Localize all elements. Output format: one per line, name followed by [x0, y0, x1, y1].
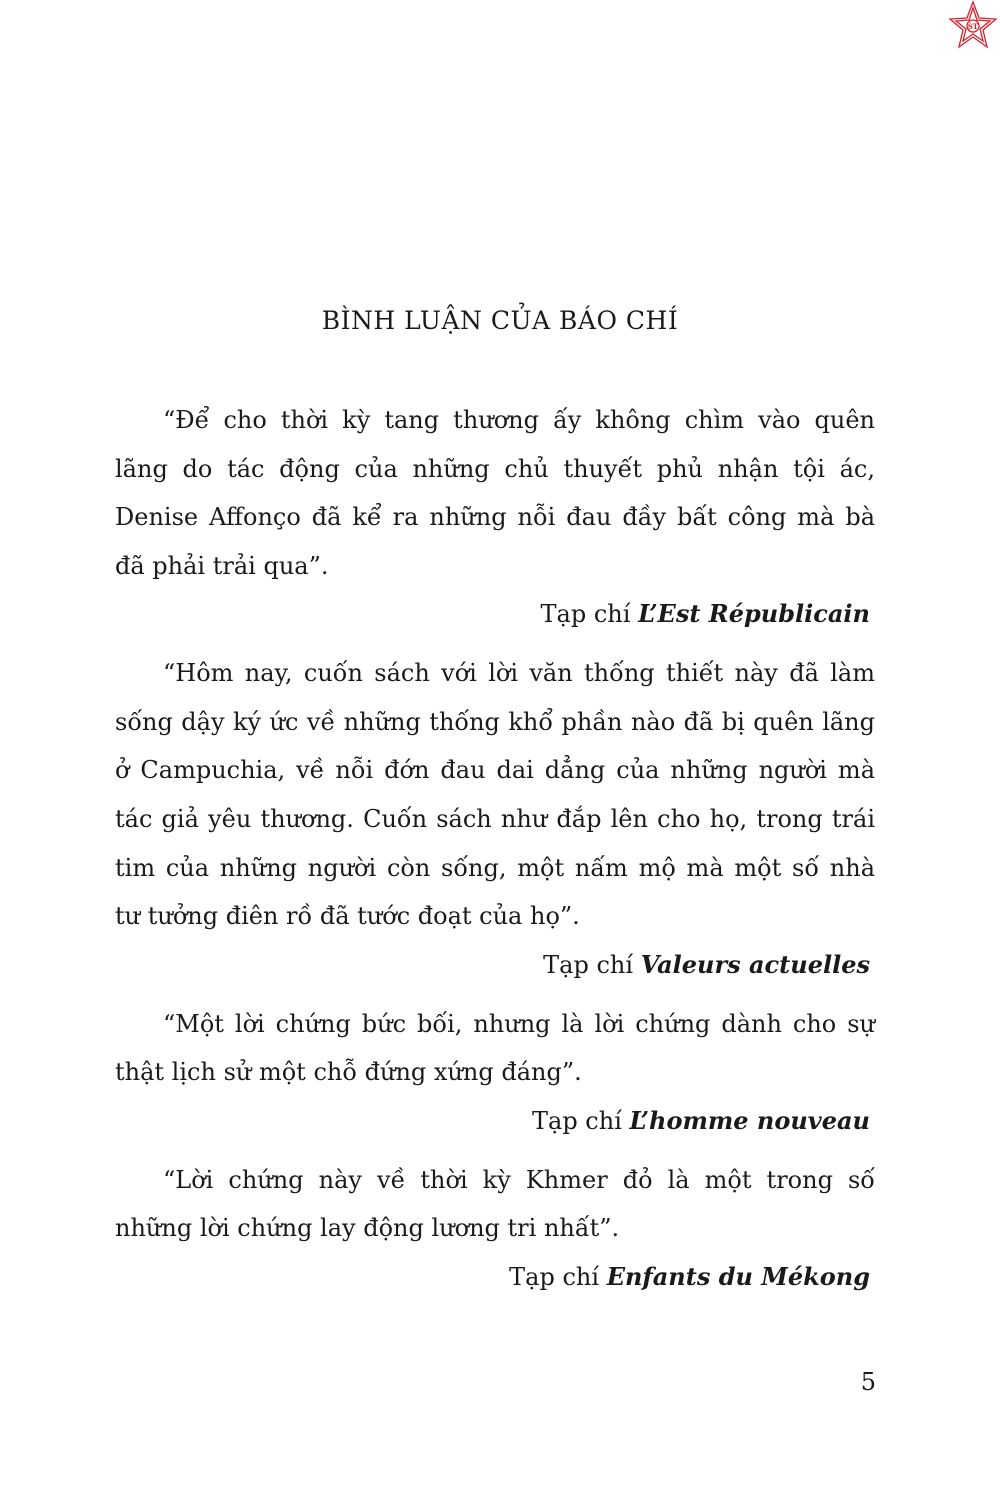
review-line: thật lịch sử một chỗ đứng xứng đáng”.: [115, 1058, 582, 1086]
attribution-source: Valeurs actuelles: [640, 950, 870, 979]
attribution-prefix: Tạp chí: [540, 600, 631, 628]
review-line: “Để cho thời kỳ tang thương ấy không chìm vào quên: [163, 406, 875, 434]
attribution-prefix: Tạp chí: [532, 1107, 622, 1135]
page-number: 5: [860, 1368, 876, 1396]
review-line: “Hôm nay, cuốn sách với lời văn thống thiết này đã làm: [163, 659, 875, 687]
publisher-logo-icon: [947, 0, 999, 52]
attribution-prefix: Tạp chí: [543, 951, 634, 979]
review-attribution: [115, 948, 870, 982]
review-line: “Lời chứng này về thời kỳ Khmer đỏ là một trong số: [163, 1166, 875, 1194]
review-line: Denise Affonço đã kể ra những nỗi đau đầy bất công mà bà: [115, 503, 875, 531]
attribution-source: L’Est Républicain: [638, 599, 870, 628]
svg-text:ST: ST: [967, 22, 979, 31]
review-attribution: [115, 597, 870, 631]
review-line: đã phải trải qua”.: [115, 552, 329, 580]
review-attribution: [115, 1104, 870, 1138]
review-line: tư tưởng điên rồ đã tước đoạt của họ”.: [115, 902, 580, 930]
review-line: “Một lời chứng bức bối, nhưng là lời chứng dành cho sự: [163, 1010, 875, 1038]
review-line: sống dậy ký ức về những thống khổ phần nào đã bị quên lãng: [115, 708, 875, 736]
review-line: lãng do tác động của những chủ thuyết phủ nhận tội ác,: [115, 455, 875, 483]
review-line: những lời chứng lay động lương tri nhất”.: [115, 1214, 620, 1242]
page-title: BÌNH LUẬN CỦA BÁO CHÍ: [321, 306, 679, 335]
attribution-source: Enfants du Mékong: [606, 1262, 870, 1291]
review-line: tim của những người còn sống, một nấm mộ mà một số nhà: [115, 854, 875, 882]
review-attribution: [115, 1260, 870, 1294]
review-line: ở Campuchia, về nỗi đớn đau dai dẳng của những người mà: [115, 756, 875, 784]
review-line: tác giả yêu thương. Cuốn sách như đắp lên cho họ, trong trái: [115, 805, 875, 833]
attribution-source: L’homme nouveau: [629, 1106, 870, 1135]
attribution-prefix: Tạp chí: [509, 1263, 600, 1291]
